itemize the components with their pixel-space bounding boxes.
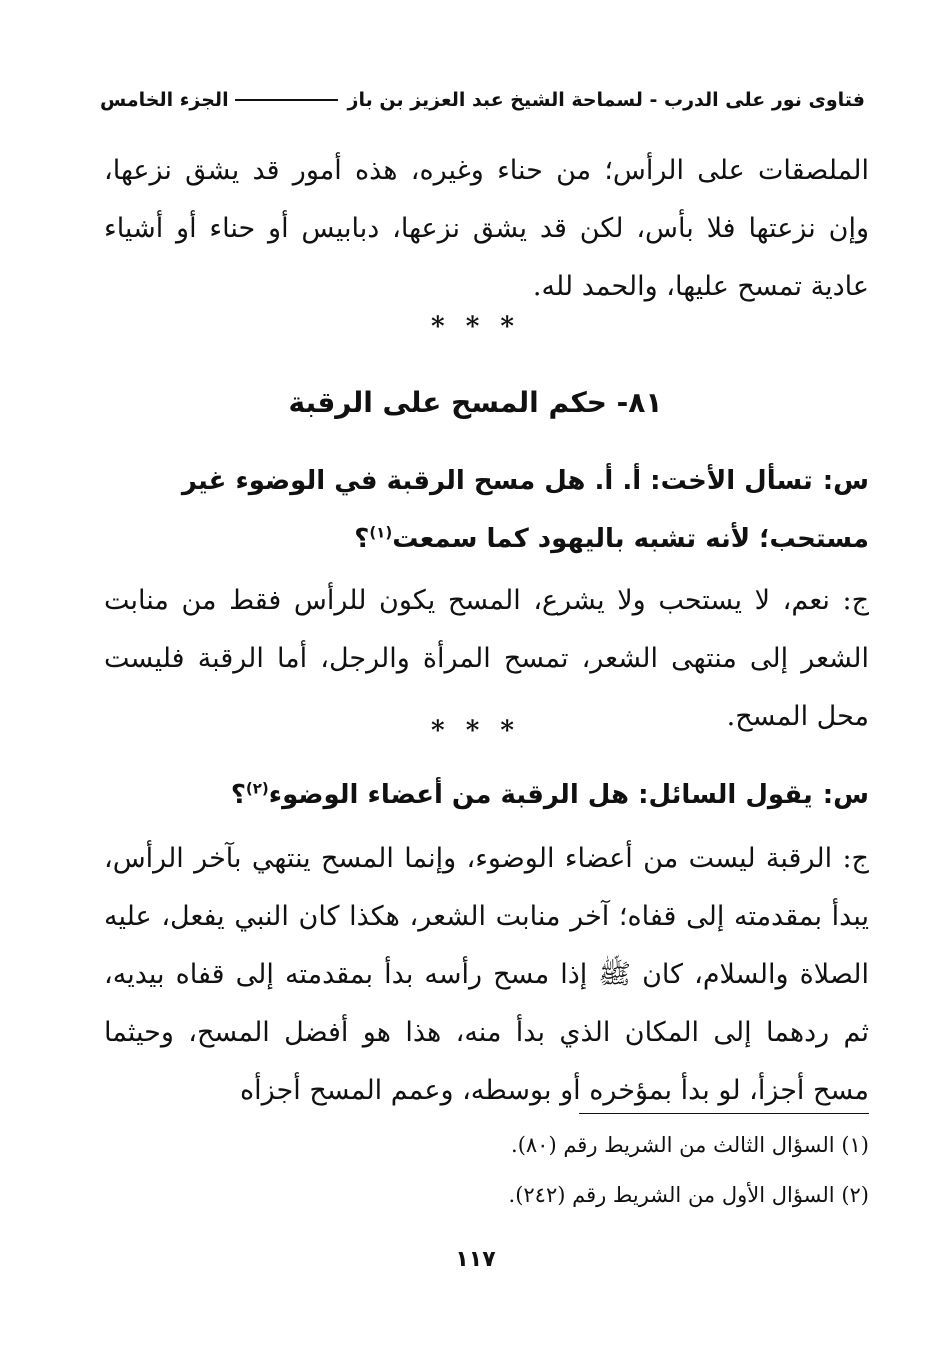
question-2-prefix: س:	[822, 780, 869, 810]
footnote-2: (٢) السؤال الأول من الشريط رقم (٢٤٢).	[508, 1183, 869, 1207]
running-head-rule	[235, 99, 338, 101]
question-2-text: يقول السائل: هل الرقبة من أعضاء الوضوء	[268, 780, 813, 810]
footnote-separator-rule	[579, 1113, 869, 1114]
answer-2-block	[104, 830, 869, 1120]
question-1-text: تسأل الأخت: أ. أ. هل مسح الرقبة في الوضوء غير مستحب؛ لأنه تشبه باليهود كما سمعت	[181, 466, 869, 554]
page-number: ١١٧	[455, 1247, 496, 1272]
intro-paragraph: الملصقات على الرأس؛ من حناء وغيره، هذه أمور قد يشق نزعها، وإن نزعتها فلا بأس، لكن قد يشق نزعها، دبابيس أو حناء أو أشياء عادية تمسح عليها، والحمد لله.	[104, 155, 869, 302]
separator-stars-2: * * *	[431, 716, 520, 746]
footnote-1: (١) السؤال الثالث من الشريط رقم (٨٠).	[511, 1133, 869, 1157]
section-heading: ٨١- حكم المسح على الرقبة	[288, 386, 663, 419]
question-2	[130, 766, 869, 824]
question-1	[130, 452, 869, 568]
running-head-volume: الجزء الخامس	[100, 89, 229, 111]
answer-1: ج: نعم، لا يستحب ولا يشرع، المسح يكون للرأس فقط من منابت الشعر إلى منتهى الشعر، تمسح المرأة والرجل، أما الرقبة فليست محل المسح.	[104, 585, 869, 732]
question-1-prefix: س:	[822, 466, 869, 496]
running-head	[100, 84, 865, 116]
intro-paragraph-block	[104, 142, 869, 316]
question-2-end: ؟	[230, 780, 246, 810]
footnotes	[104, 1120, 869, 1220]
separator-stars-1: * * *	[431, 312, 520, 342]
question-1-footnote-ref: (١)	[369, 523, 393, 542]
answer-2: ج: الرقبة ليست من أعضاء الوضوء، وإنما المسح ينتهي بآخر الرأس، يبدأ بمقدمته إلى قفاه؛ آخر منابت الشعر، هكذا كان النبي يفعل، عليه الصلاة والسلام، كان ﷺ إذا مسح رأسه بدأ بمقدمته إلى قفاه بيديه، ثم ردهما إلى المكان الذي بدأ منه، هذا هو أفضل المسح، وحيثما مسح أجزأ، لو بدأ بمؤخره أو بوسطه، وعمم المسح أجزأه	[104, 843, 869, 1106]
question-2-footnote-ref: (٢)	[245, 779, 269, 798]
question-1-end: ؟	[354, 524, 370, 554]
running-head-series-title: فتاوى نور على الدرب - لسماحة الشيخ عبد العزيز بن باز	[347, 89, 865, 111]
